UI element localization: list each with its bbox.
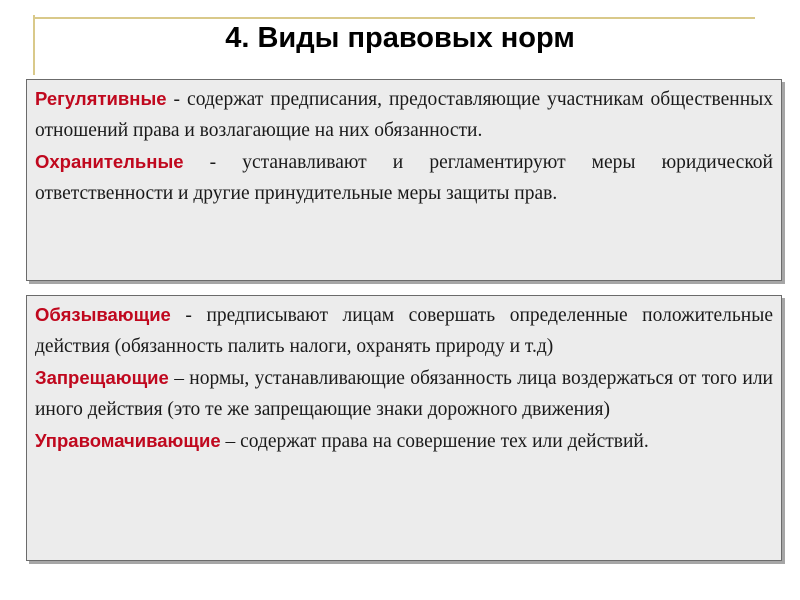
term-regulatory: Регулятивные: [35, 88, 167, 109]
term-protective: Охранительные: [35, 151, 184, 172]
desc-regulatory: - содержат предписания, предоставляющие участникам общественных отношений права и возлагающие на них обязанности.: [35, 89, 773, 141]
obligation-norms-box: [26, 295, 782, 561]
desc-obliging: - предписывают лицам совершать определенные положительные действия (обязанность палить налоги, охранять природу и т.д): [35, 305, 773, 357]
definition-protective: [35, 146, 773, 209]
term-prohibiting: Запрещающие: [35, 367, 169, 388]
definition-obliging: [35, 299, 773, 362]
page-title: 4. Виды правовых норм: [225, 22, 575, 54]
desc-empowering: – содержат права на совершение тех или действий.: [225, 431, 649, 452]
definition-empowering: [35, 425, 773, 457]
definition-prohibiting: [35, 362, 773, 425]
regulatory-norms-box: [26, 79, 782, 281]
decorative-horizontal-line: [35, 17, 755, 19]
desc-prohibiting: – нормы, устанавливающие обязанность лица воздержаться от того или иного действия (это те же запрещающие знаки дорожного движения): [35, 368, 773, 420]
desc-protective: - устанавливают и регламентируют меры юридической ответственности и другие принудительные меры защиты прав.: [35, 152, 773, 204]
term-empowering: Управомачивающие: [35, 430, 221, 451]
term-obliging: Обязывающие: [35, 304, 171, 325]
definition-regulatory: [35, 83, 773, 146]
